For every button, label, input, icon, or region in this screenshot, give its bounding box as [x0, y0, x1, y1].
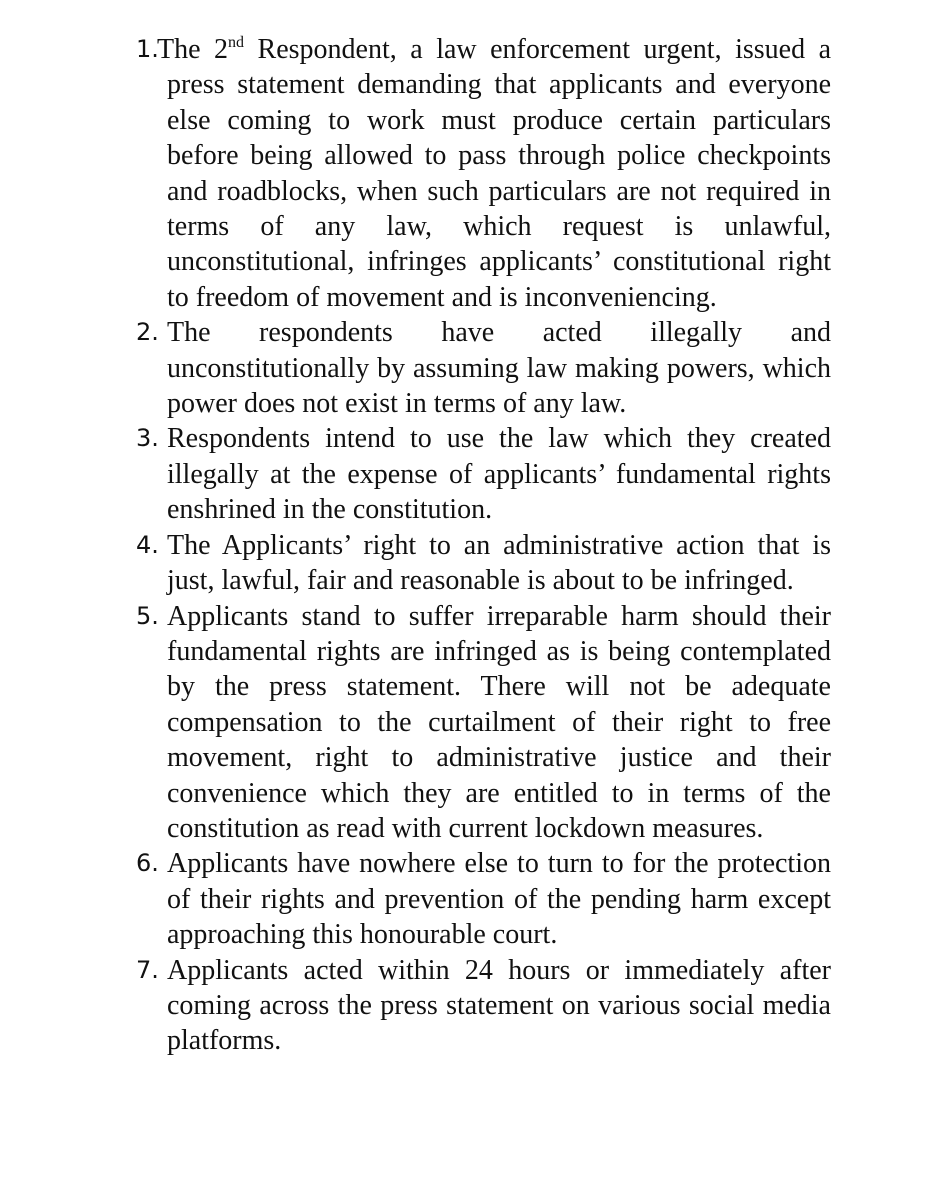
item-text: Applicants stand to suffer irreparable harm should their fundamental rights are infringed as is being contemplated by the press statement. There will not be adequate compensation to the curtailment of their right to free movement, right to administrative justice and their convenience which they are entitled to in terms of the constitution as read with current lockdown measures. [167, 600, 831, 844]
list-item [0, 599, 942, 847]
item-number: 4. [136, 530, 159, 559]
item-text: Applicants have nowhere else to turn to for the protection of their rights and prevention of the pending harm except approaching this honourable court. [167, 848, 831, 951]
item-number: 1. [136, 35, 159, 63]
item-text-rest: Respondent, a law enforcement urgent, issued a press statement demanding that applicants and everyone else coming to work must produce certain particulars before being allowed to pass through police checkpoints and roadblocks, when such particulars are not required in terms of any law, which request is unlawful, unconstitutional, infringes applicants’ constitutional right to freedom of movement and is inconveniencing. [167, 34, 832, 313]
ordinal-suffix: nd [228, 34, 245, 51]
item-text: The respondents have acted illegally and unconstitutionally by assuming law making powers, which power does not exist in terms of any law. [167, 317, 831, 420]
list-item [0, 528, 942, 599]
list-item [0, 315, 942, 421]
numbered-list [0, 32, 942, 1059]
item-text [157, 32, 832, 315]
list-item [0, 32, 942, 315]
list-item [0, 421, 942, 527]
list-item [0, 953, 942, 1059]
item-number: 3. [136, 424, 159, 453]
item-text: Applicants acted within 24 hours or immediately after coming across the press statement on various social media platforms. [167, 954, 831, 1057]
item-number: 6. [136, 849, 159, 878]
item-number: 2. [136, 318, 159, 347]
list-item [0, 846, 942, 952]
item-number: 5. [136, 601, 159, 630]
item-number: 7. [136, 955, 159, 984]
item-text-start: The 2 [157, 34, 229, 65]
item-text: Respondents intend to use the law which they created illegally at the expense of applicants’ fundamental rights enshrined in the constitution. [167, 423, 831, 526]
item-text: The Applicants’ right to an administrative action that is just, lawful, fair and reasonable is about to be infringed. [167, 529, 831, 597]
